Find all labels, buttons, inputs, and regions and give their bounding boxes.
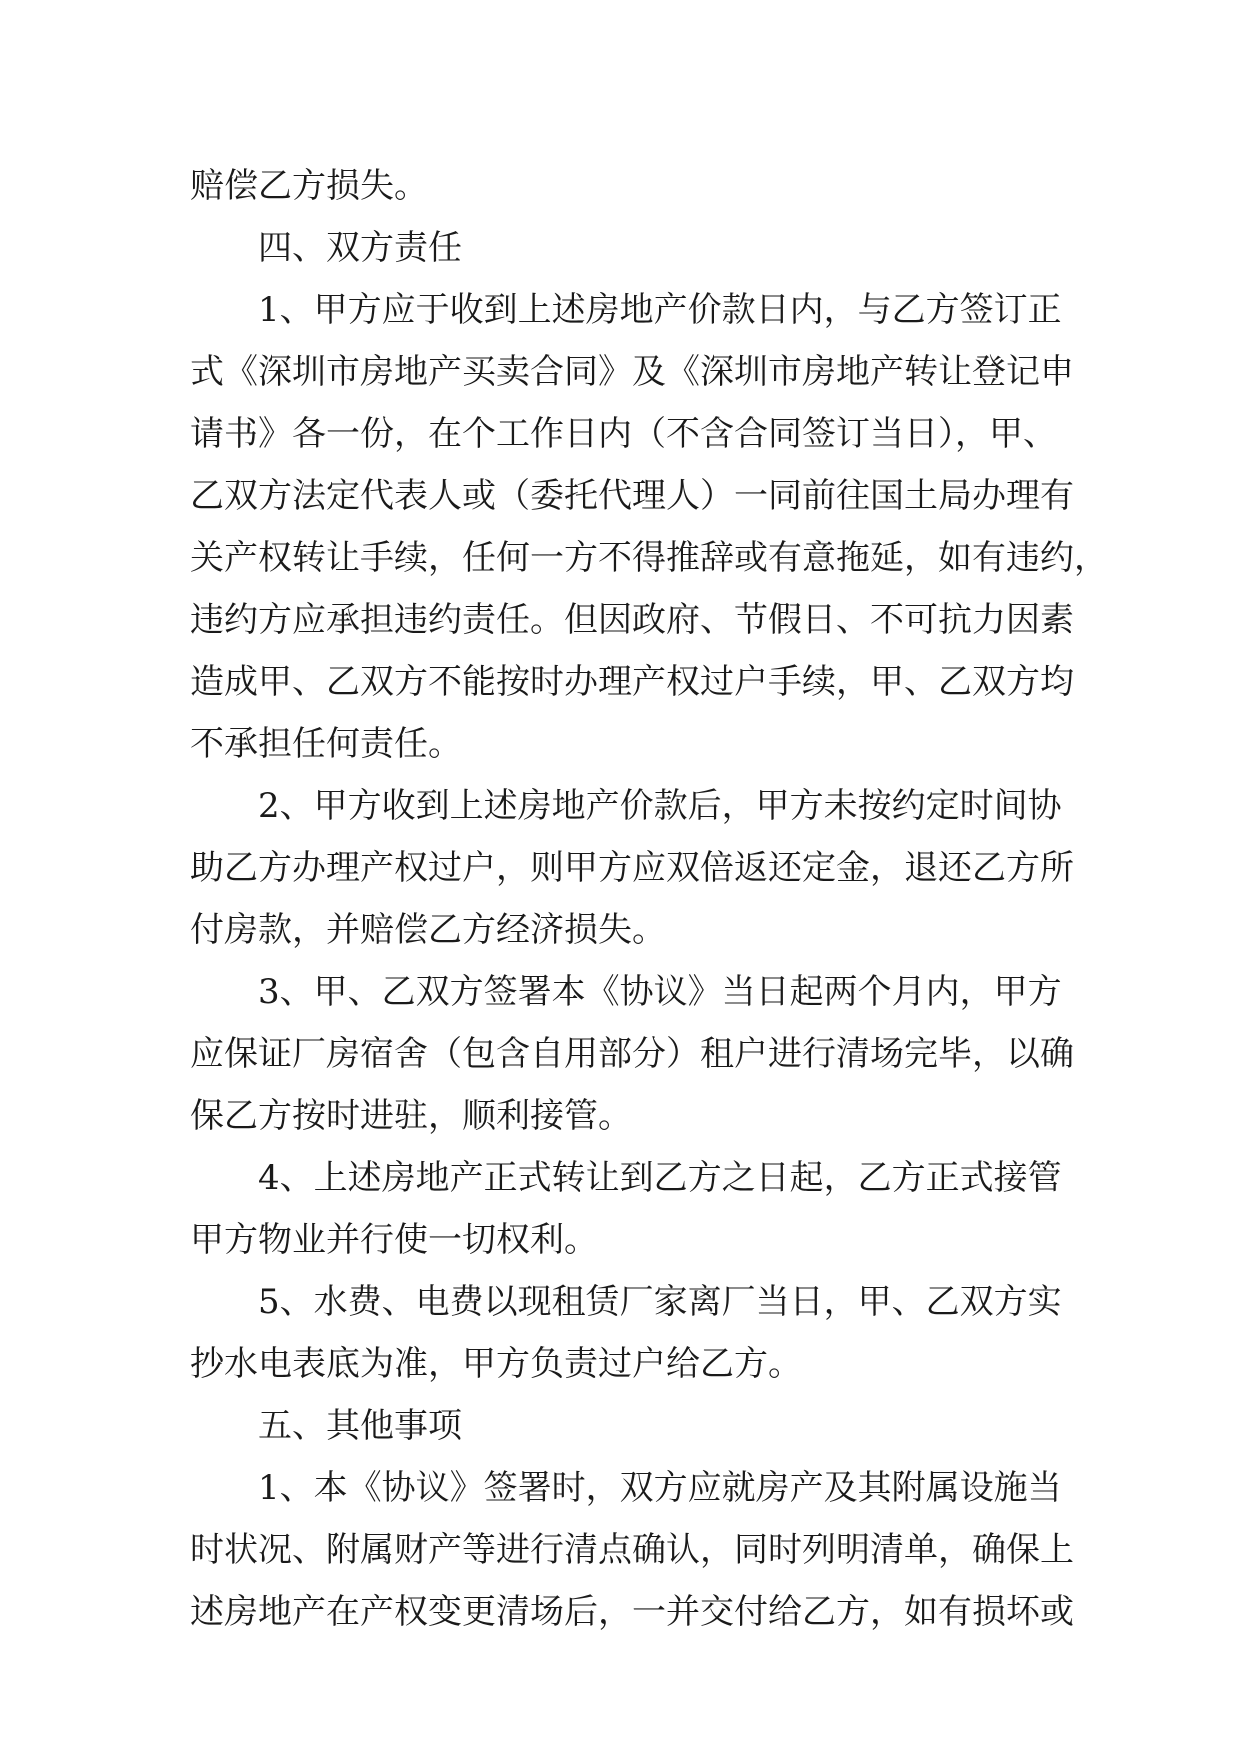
- text-line: 助乙方办理产权过户，则甲方应双倍返还定金，退还乙方所: [190, 848, 1074, 888]
- text-line: 付房款，并赔偿乙方经济损失。: [190, 910, 666, 950]
- text-line: 2、甲方收到上述房地产价款后，甲方未按约定时间协: [258, 786, 1062, 826]
- clause-4-1: [190, 279, 1108, 775]
- text-line: 3、甲、乙双方签署本《协议》当日起两个月内，甲方: [258, 972, 1062, 1012]
- clause-4-4: [190, 1147, 1062, 1271]
- paragraph-continuation: [190, 155, 1050, 217]
- text-line: 赔偿乙方损失。: [190, 166, 428, 206]
- text-line: 抄水电表底为准，甲方负责过户给乙方。: [190, 1344, 802, 1384]
- clause-4-5: [190, 1271, 1062, 1395]
- text-line: 时状况、附属财产等进行清点确认，同时列明清单，确保上: [190, 1530, 1074, 1570]
- text-line: 5、水费、电费以现租赁厂家离厂当日，甲、乙双方实: [258, 1282, 1062, 1322]
- section-heading-other-matters: [190, 1395, 1050, 1457]
- text-line: 述房地产在产权变更清场后，一并交付给乙方，如有损坏或: [190, 1592, 1074, 1632]
- clause-4-2: [190, 775, 1074, 961]
- text-line: 式《深圳市房地产买卖合同》及《深圳市房地产转让登记申: [190, 352, 1074, 392]
- text-line: 4、上述房地产正式转让到乙方之日起，乙方正式接管: [258, 1158, 1062, 1198]
- text-line: 甲方物业并行使一切权利。: [190, 1220, 598, 1260]
- section-heading-responsibilities: [190, 217, 1050, 279]
- text-line: 应保证厂房宿舍（包含自用部分）租户进行清场完毕，以确: [190, 1034, 1074, 1074]
- document-page: [190, 155, 1108, 1643]
- text-line: 1、甲方应于收到上述房地产价款日内，与乙方签订正: [258, 290, 1062, 330]
- text-line: 关产权转让手续，任何一方不得推辞或有意拖延，如有违约，: [190, 538, 1108, 578]
- text-line: 请书》各一份，在个工作日内（不含合同签订当日），甲、: [190, 414, 1057, 454]
- heading-text: 五、其他事项: [258, 1406, 462, 1446]
- heading-text: 四、双方责任: [258, 228, 462, 268]
- clause-5-1: [190, 1457, 1074, 1643]
- text-line: 造成甲、乙双方不能按时办理产权过户手续，甲、乙双方均: [190, 662, 1074, 702]
- text-line: 1、本《协议》签署时，双方应就房产及其附属设施当: [258, 1468, 1062, 1508]
- text-line: 违约方应承担违约责任。但因政府、节假日、不可抗力因素: [190, 600, 1074, 640]
- text-line: 不承担任何责任。: [190, 724, 462, 764]
- text-line: 保乙方按时进驻，顺利接管。: [190, 1096, 632, 1136]
- clause-4-3: [190, 961, 1074, 1147]
- text-line: 乙双方法定代表人或（委托代理人）一同前往国土局办理有: [190, 476, 1074, 516]
